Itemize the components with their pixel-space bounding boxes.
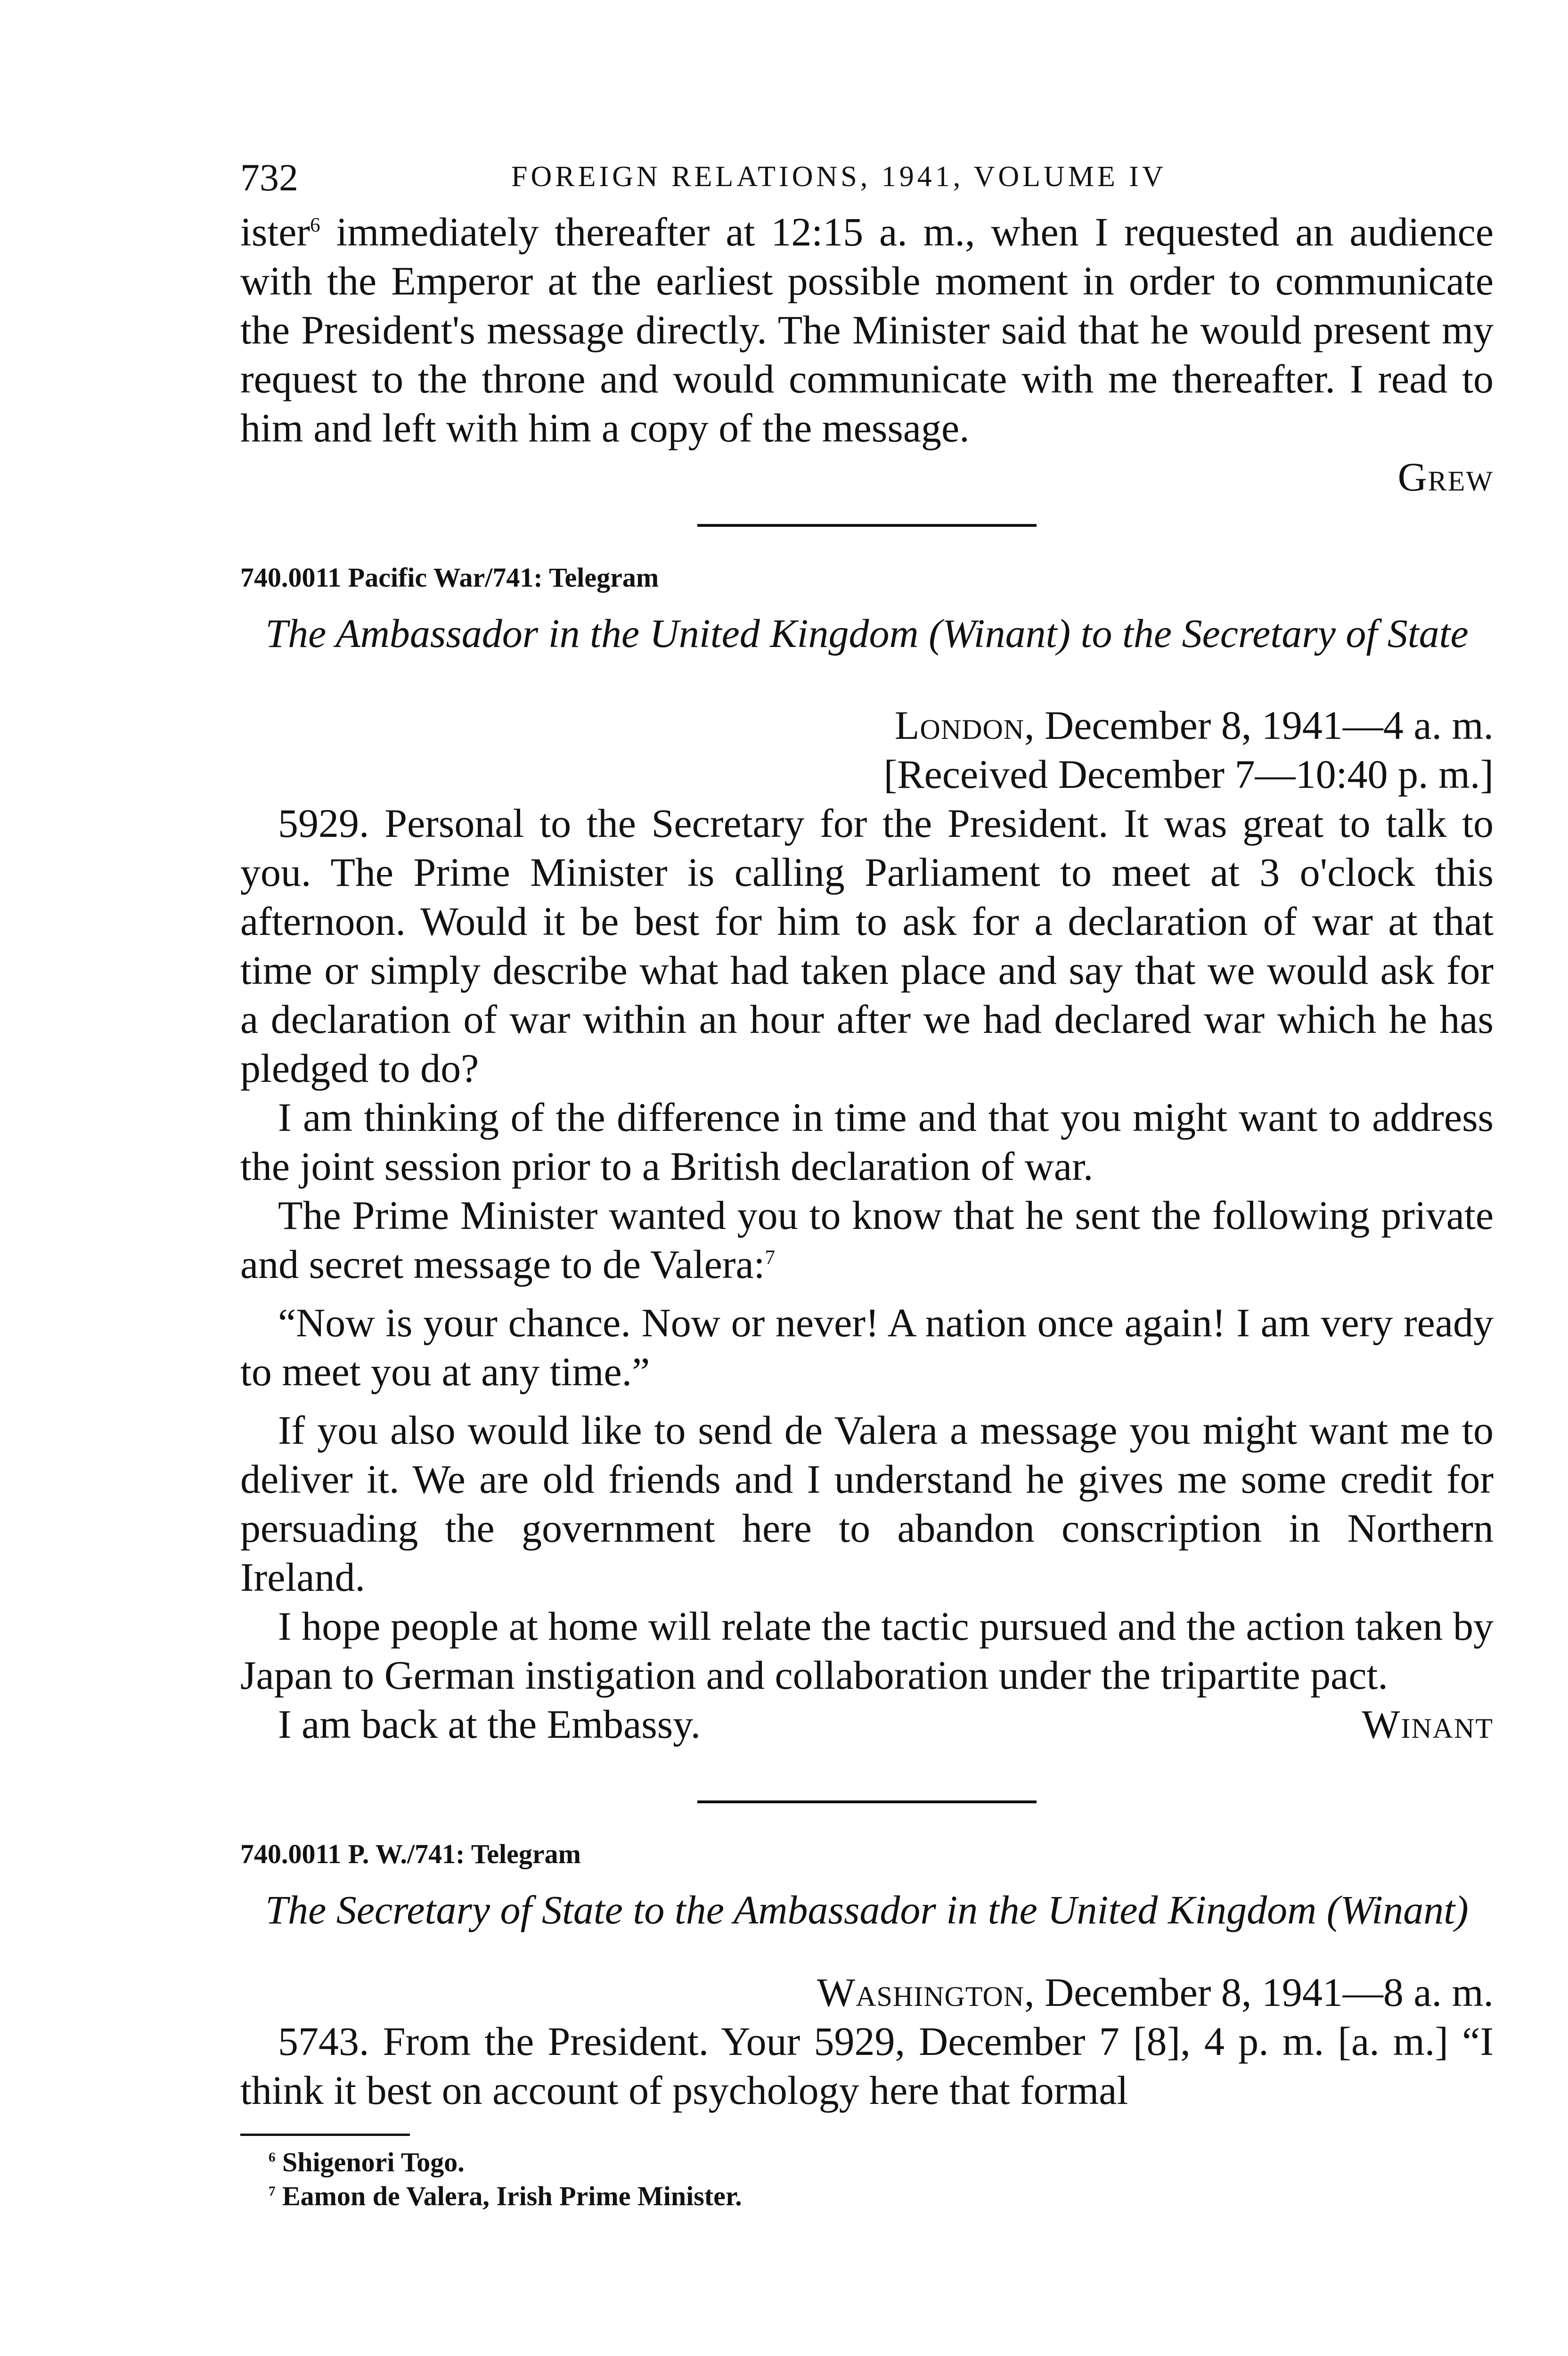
footnote: $^6$ Shigenori Togo. bbox=[269, 2147, 465, 2177]
paragraph: I hope people at home will relate the tactic pursued and the action taken by Japan to German instigation and collaboration under the tripartite pact. bbox=[240, 1603, 1494, 1698]
paragraph: I am thinking of the difference in time and that you might want to address the joint session prior to a British declaration of war. bbox=[240, 1095, 1494, 1189]
continuation-paragraph: ister$^6$ immediately thereafter at 12:15 a. m., when I requested an audience with the Emperor at the earliest possible moment in order to communicate the President's message directly. The Minister said that he would present my request to the throne and would communicate with me thereafter. I read to him and left with him a copy of the message. bbox=[240, 209, 1494, 450]
running-head bbox=[240, 155, 1494, 207]
footnote: $^7$ Eamon de Valera, Irish Prime Minister. bbox=[269, 2181, 742, 2211]
section-divider bbox=[697, 1800, 1037, 1803]
dateline bbox=[240, 701, 1494, 750]
dateline-place: Washington bbox=[817, 1970, 1025, 2015]
signature-winant: Winant bbox=[1362, 1702, 1494, 1747]
section-divider bbox=[697, 524, 1037, 527]
document-title: The Secretary of State to the Ambassador in the United Kingdom (Winant) bbox=[265, 1887, 1469, 1932]
dateline-place: London bbox=[894, 703, 1025, 748]
document-title: The Ambassador in the United Kingdom (Winant) to the Secretary of State bbox=[265, 611, 1469, 656]
paragraph: 5743. From the President. Your 5929, December 7 [8], 4 p. m. [a. m.] “I think it best on account of psychology here that formal bbox=[240, 2019, 1494, 2113]
signature-grew: Grew bbox=[1397, 454, 1494, 499]
file-reference: 740.0011 P. W./741: Telegram bbox=[240, 1839, 581, 1869]
quoted-message: “Now is your chance. Now or never! A nation once again! I am very ready to meet you at any time.” bbox=[240, 1300, 1494, 1394]
paragraph: The Prime Minister wanted you to know that he sent the following private and secret message to de Valera:$^7$ bbox=[240, 1193, 1494, 1287]
footnote-ref-7: 7 bbox=[765, 1246, 776, 1269]
dateline-date: , December 8, 1941—8 a. m. bbox=[1024, 1970, 1494, 2015]
running-title: FOREIGN RELATIONS, 1941, VOLUME IV bbox=[511, 161, 1167, 193]
signature-line bbox=[240, 452, 1494, 501]
received-line: [Received December 7—10:40 p. m.] bbox=[883, 752, 1494, 797]
dateline-date: , December 8, 1941—4 a. m. bbox=[1024, 703, 1494, 748]
footnote-ref-6: 6 bbox=[310, 214, 320, 237]
page-number: 732 bbox=[240, 156, 298, 199]
file-reference: 740.0011 Pacific War/741: Telegram bbox=[240, 562, 659, 593]
footnote-divider bbox=[240, 2134, 410, 2136]
paragraph: 5929. Personal to the Secretary for the President. It was great to talk to you. The Prime Minister is calling Parliament to meet at 3 o'clock this afternoon. Would it be best for him to ask for a declaration of war at that time or simply describe what had taken place and say that we would ask for a declaration of war within an hour after we had declared war which he has pledged to do? bbox=[240, 801, 1494, 1091]
document-page bbox=[240, 155, 1494, 2213]
paragraph: If you also would like to send de Valera a message you might want me to deliver it. We are old friends and I understand he gives me some credit for persuading the government here to abandon conscription in Northern Ireland. bbox=[240, 1407, 1494, 1600]
dateline bbox=[240, 1968, 1494, 2017]
signature-line: I am back at the Embassy. Winant bbox=[240, 1700, 1494, 1749]
